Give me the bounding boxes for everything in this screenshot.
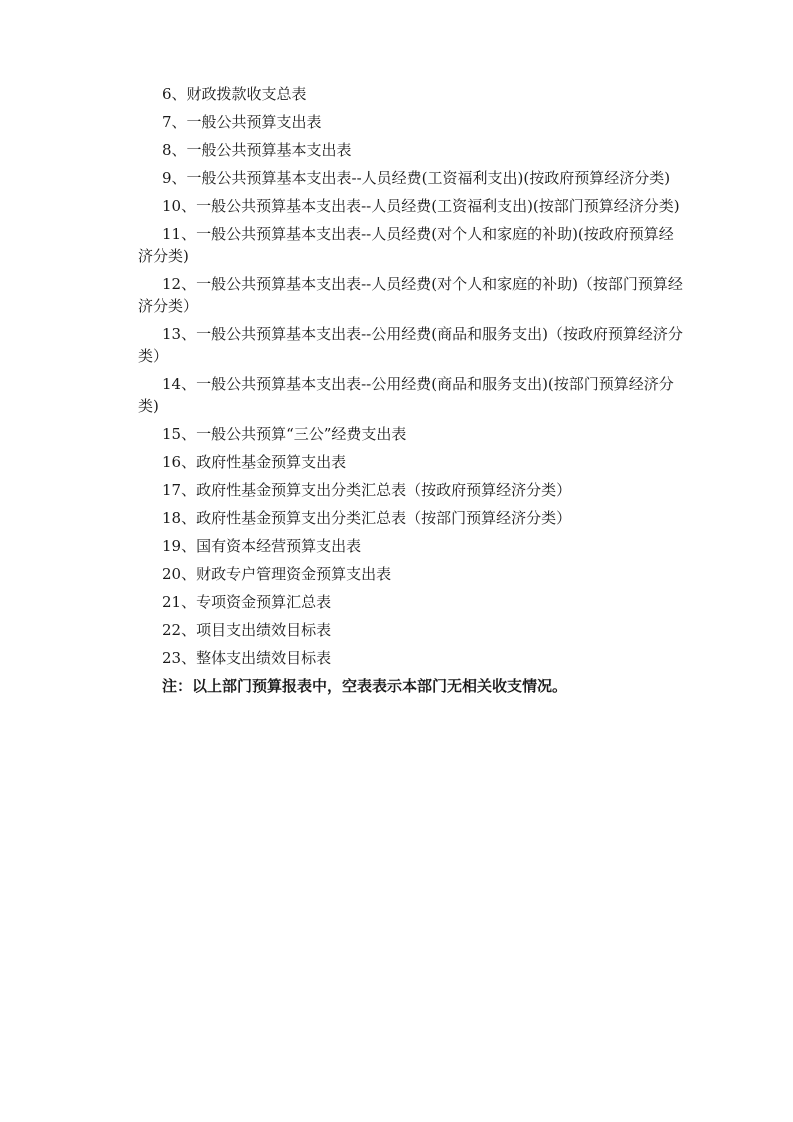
list-item: 19、国有资本经营预算支出表 <box>162 537 362 555</box>
list-item: 20、财政专户管理资金预算支出表 <box>162 565 392 583</box>
list-item: 11、一般公共预算基本支出表--人员经费(对个人和家庭的补助)(按政府预算经济分类) <box>138 225 674 265</box>
list-item: 9、一般公共预算基本支出表--人员经费(工资福利支出)(按政府预算经济分类) <box>162 169 671 187</box>
list-item: 12、一般公共预算基本支出表--人员经费(对个人和家庭的补助)（按部门预算经济分类） <box>138 275 683 315</box>
list-item: 10、一般公共预算基本支出表--人员经费(工资福利支出)(按部门预算经济分类) <box>162 197 680 215</box>
footnote: 注：以上部门预算报表中，空表表示本部门无相关收支情况。 <box>162 677 568 695</box>
list-item: 16、政府性基金预算支出表 <box>162 453 347 471</box>
list-item: 21、专项资金预算汇总表 <box>162 593 332 611</box>
list-item: 8、一般公共预算基本支出表 <box>162 141 352 159</box>
report-list <box>138 83 688 697</box>
list-item: 17、政府性基金预算支出分类汇总表（按政府预算经济分类） <box>162 481 572 499</box>
list-item: 18、政府性基金预算支出分类汇总表（按部门预算经济分类） <box>162 509 572 527</box>
list-item: 7、一般公共预算支出表 <box>162 113 322 131</box>
list-item: 22、项目支出绩效目标表 <box>162 621 332 639</box>
list-item: 6、财政拨款收支总表 <box>162 85 307 103</box>
list-item: 23、整体支出绩效目标表 <box>162 649 332 667</box>
list-item: 15、一般公共预算“三公”经费支出表 <box>162 425 407 443</box>
list-item: 14、一般公共预算基本支出表--公用经费(商品和服务支出)(按部门预算经济分类) <box>138 375 674 415</box>
list-item: 13、一般公共预算基本支出表--公用经费(商品和服务支出)（按政府预算经济分类） <box>138 325 683 365</box>
